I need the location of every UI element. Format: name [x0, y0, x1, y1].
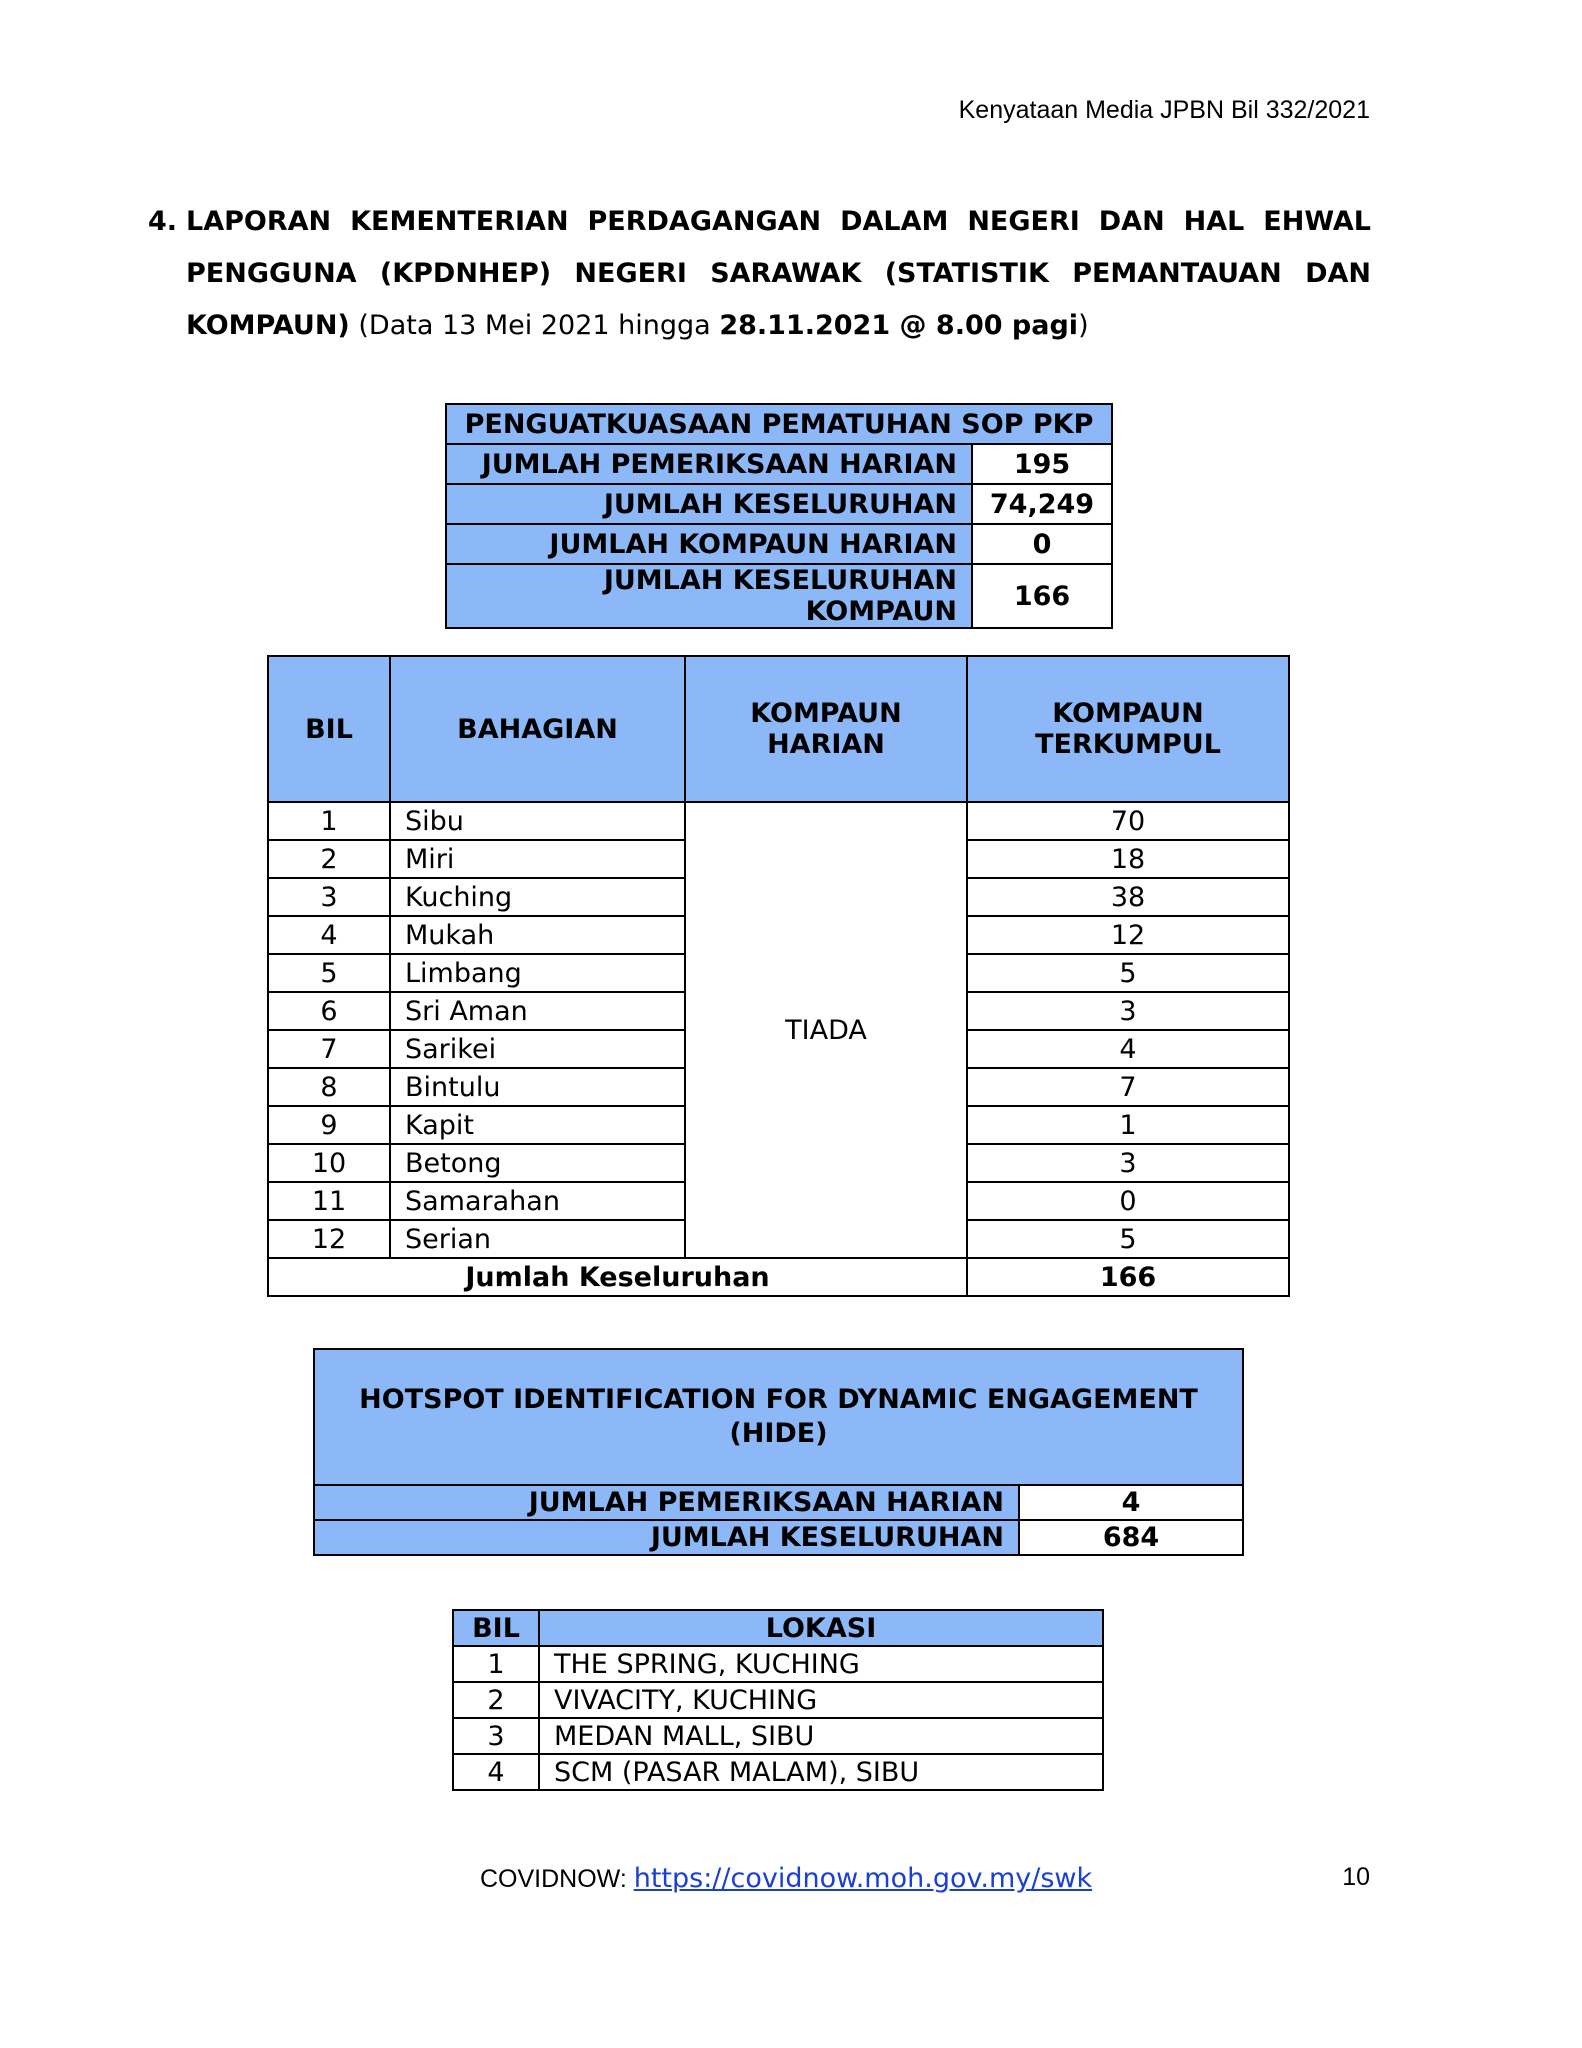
kompaun-table — [267, 655, 1290, 1297]
row-bil: 8 — [268, 1068, 390, 1106]
heading-word: (KPDNHEP) — [379, 258, 552, 289]
row-terkumpul: 4 — [967, 1030, 1289, 1068]
header-bil: BIL — [453, 1610, 539, 1646]
total-value: 166 — [967, 1258, 1289, 1296]
sop-row-value: 74,249 — [972, 484, 1112, 524]
table-row — [453, 1682, 1103, 1718]
total-label: Jumlah Keseluruhan — [268, 1258, 967, 1296]
table-row — [453, 1754, 1103, 1790]
hide-row-label: JUMLAH PEMERIKSAAN HARIAN — [314, 1485, 1019, 1520]
table-row — [453, 1718, 1103, 1754]
hide-row-value: 684 — [1019, 1520, 1243, 1555]
sop-row-value: 166 — [972, 564, 1112, 628]
row-bahagian: Serian — [390, 1220, 685, 1258]
heading-word: KEMENTERIAN — [350, 206, 569, 237]
heading-line-1-words — [186, 196, 1371, 248]
row-terkumpul: 3 — [967, 992, 1289, 1030]
heading-kompaun: KOMPAUN) — [186, 310, 350, 341]
row-terkumpul: 5 — [967, 954, 1289, 992]
header-bil: BIL — [268, 656, 390, 802]
row-bahagian: Bintulu — [390, 1068, 685, 1106]
row-bil: 4 — [453, 1754, 539, 1790]
row-bil: 7 — [268, 1030, 390, 1068]
row-bahagian: Mukah — [390, 916, 685, 954]
row-lokasi: MEDAN MALL, SIBU — [539, 1718, 1103, 1754]
row-terkumpul: 12 — [967, 916, 1289, 954]
hide-table — [313, 1348, 1244, 1556]
row-lokasi: THE SPRING, KUCHING — [539, 1646, 1103, 1682]
sop-row — [446, 524, 1112, 564]
heading-word: PERDAGANGAN — [587, 206, 822, 237]
row-terkumpul: 38 — [967, 878, 1289, 916]
heading-word: NEGERI — [574, 258, 687, 289]
footer — [480, 1863, 1092, 1894]
heading-date: 28.11.2021 @ 8.00 pagi — [719, 310, 1079, 341]
heading-word: DAN — [1305, 258, 1371, 289]
row-bil: 11 — [268, 1182, 390, 1220]
header-kompaun-harian: KOMPAUN HARIAN — [685, 656, 967, 802]
row-terkumpul: 0 — [967, 1182, 1289, 1220]
row-bil: 2 — [453, 1682, 539, 1718]
sop-row-label: JUMLAH KOMPAUN HARIAN — [446, 524, 972, 564]
row-bahagian: Sarikei — [390, 1030, 685, 1068]
sop-row-label: JUMLAH KESELURUHAN — [446, 484, 972, 524]
hide-row-value: 4 — [1019, 1485, 1243, 1520]
heading-word: NEGERI — [967, 206, 1080, 237]
row-bil: 5 — [268, 954, 390, 992]
heading-data-range: (Data 13 Mei 2021 hingga — [349, 310, 720, 341]
hide-row — [314, 1485, 1243, 1520]
row-terkumpul: 5 — [967, 1220, 1289, 1258]
row-terkumpul: 18 — [967, 840, 1289, 878]
heading-word: PENGGUNA — [186, 258, 357, 289]
sop-row-value: 0 — [972, 524, 1112, 564]
hide-row-label: JUMLAH KESELURUHAN — [314, 1520, 1019, 1555]
heading-line-3 — [186, 300, 1371, 352]
row-bil: 3 — [268, 878, 390, 916]
heading-word: DALAM — [840, 206, 949, 237]
row-lokasi: SCM (PASAR MALAM), SIBU — [539, 1754, 1103, 1790]
sop-compliance-table — [445, 403, 1113, 629]
section-heading — [148, 196, 1371, 352]
covidnow-link[interactable]: https://covidnow.moh.gov.my/swk — [633, 1863, 1093, 1894]
heading-word: PEMANTAUAN — [1072, 258, 1282, 289]
heading-word: LAPORAN — [186, 206, 332, 237]
sop-row — [446, 564, 1112, 628]
sop-row-label: JUMLAH PEMERIKSAAN HARIAN — [446, 444, 972, 484]
row-terkumpul: 7 — [967, 1068, 1289, 1106]
row-bahagian: Samarahan — [390, 1182, 685, 1220]
table-row — [453, 1646, 1103, 1682]
document-reference: Kenyataan Media JPBN Bil 332/2021 — [958, 96, 1370, 124]
row-bil: 12 — [268, 1220, 390, 1258]
row-bahagian: Sibu — [390, 802, 685, 840]
table-row — [268, 802, 1289, 840]
row-bil: 1 — [453, 1646, 539, 1682]
row-bil: 3 — [453, 1718, 539, 1754]
row-terkumpul: 70 — [967, 802, 1289, 840]
heading-word: HAL — [1183, 206, 1245, 237]
row-terkumpul: 3 — [967, 1144, 1289, 1182]
hide-row — [314, 1520, 1243, 1555]
row-bil: 9 — [268, 1106, 390, 1144]
row-bil: 4 — [268, 916, 390, 954]
heading-line-1 — [148, 196, 1371, 248]
heading-close: ) — [1078, 310, 1089, 341]
header-bahagian: BAHAGIAN — [390, 656, 685, 802]
sop-row-value: 195 — [972, 444, 1112, 484]
sop-table-title: PENGUATKUASAAN PEMATUHAN SOP PKP — [446, 404, 1112, 444]
row-bahagian: Sri Aman — [390, 992, 685, 1030]
heading-word: SARAWAK — [710, 258, 862, 289]
row-bil: 1 — [268, 802, 390, 840]
sop-row — [446, 444, 1112, 484]
section-number: 4. — [148, 206, 178, 237]
hide-table-title: HOTSPOT IDENTIFICATION FOR DYNAMIC ENGAGEMENT (HIDE) — [314, 1349, 1243, 1485]
heading-line-2 — [186, 248, 1371, 300]
lokasi-table — [452, 1609, 1104, 1791]
row-bahagian: Kuching — [390, 878, 685, 916]
heading-word: (STATISTIK — [884, 258, 1049, 289]
heading-word: DAN — [1098, 206, 1165, 237]
header-lokasi: LOKASI — [539, 1610, 1103, 1646]
sop-row — [446, 484, 1112, 524]
row-lokasi: VIVACITY, KUCHING — [539, 1682, 1103, 1718]
footer-label: COVIDNOW: — [480, 1865, 634, 1893]
heading-word: EHWAL — [1263, 206, 1371, 237]
kompaun-harian-value: TIADA — [685, 802, 967, 1258]
row-bahagian: Limbang — [390, 954, 685, 992]
row-bahagian: Kapit — [390, 1106, 685, 1144]
row-bil: 6 — [268, 992, 390, 1030]
row-terkumpul: 1 — [967, 1106, 1289, 1144]
row-bil: 2 — [268, 840, 390, 878]
header-kompaun-terkumpul: KOMPAUN TERKUMPUL — [967, 656, 1289, 802]
sop-row-label: JUMLAH KESELURUHAN KOMPAUN — [446, 564, 972, 628]
row-bahagian: Betong — [390, 1144, 685, 1182]
row-bahagian: Miri — [390, 840, 685, 878]
row-bil: 10 — [268, 1144, 390, 1182]
page-number: 10 — [1342, 1863, 1370, 1891]
